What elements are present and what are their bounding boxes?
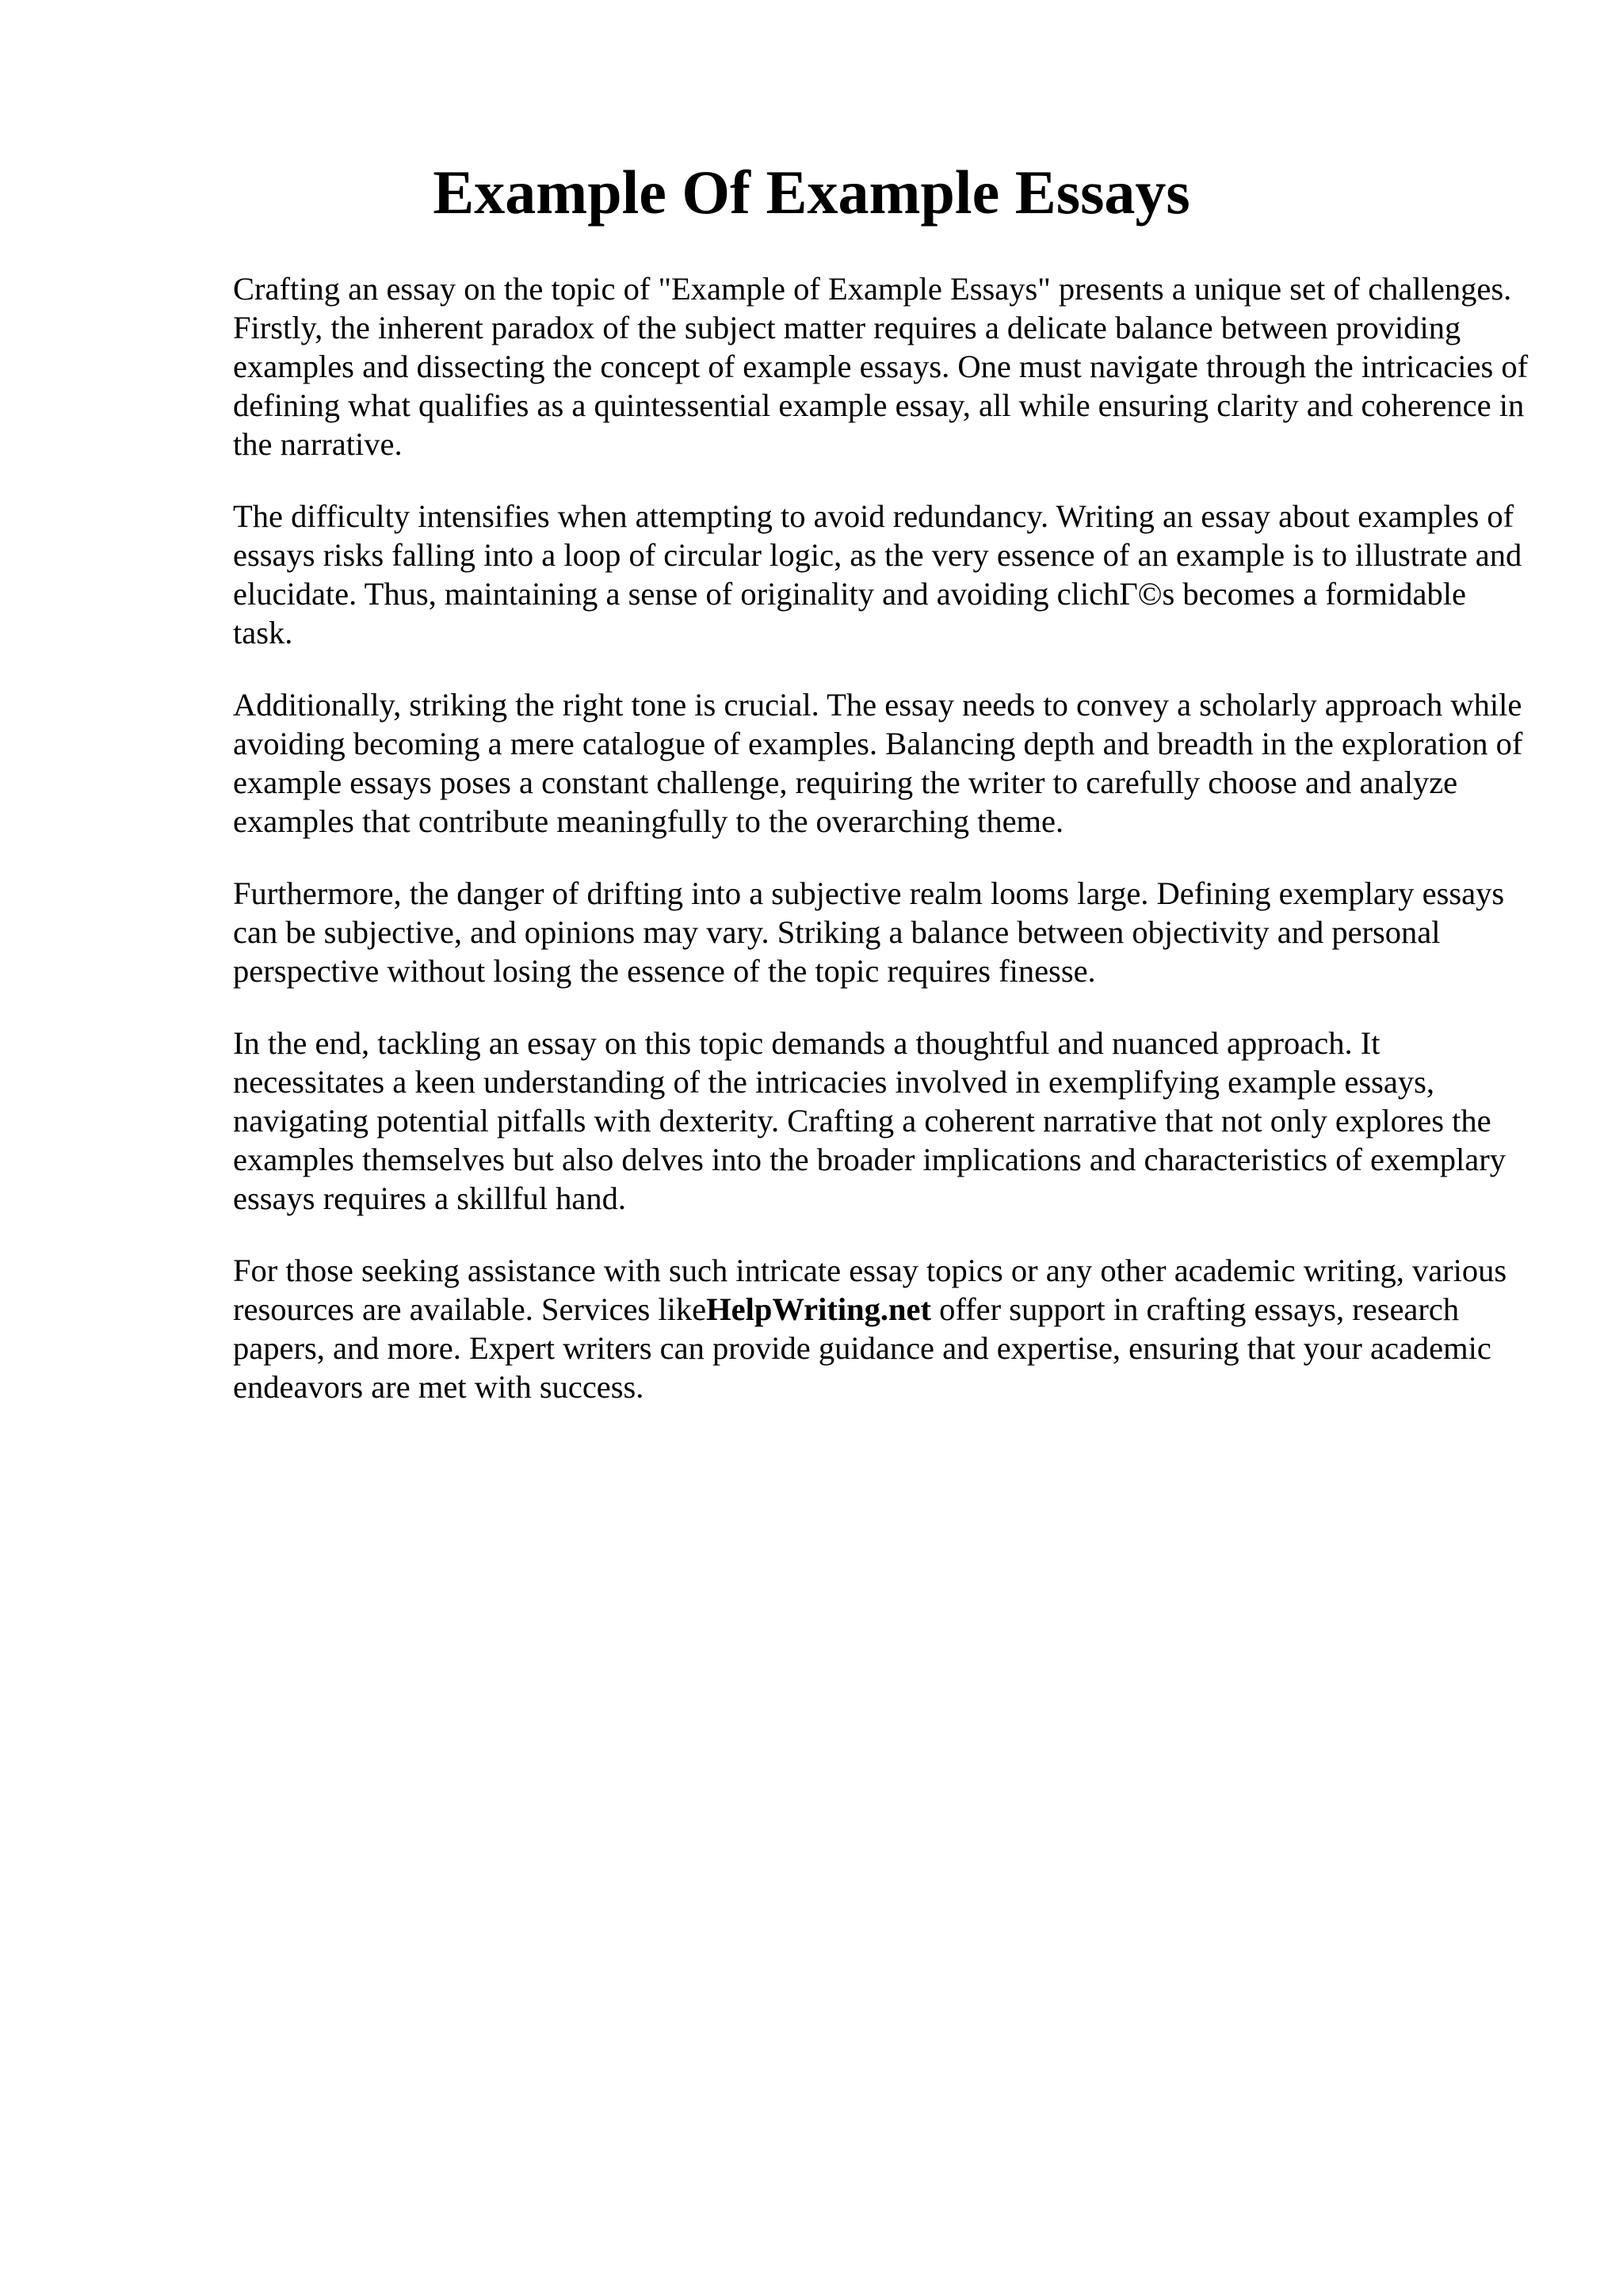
paragraph-3: Additionally, striking the right tone is crucial. The essay needs to convey a scholarly approach while avoiding becoming a mere catalogue of examples. Balancing depth and breadth in the exploration of example essays poses a constant challenge, requiring the writer to carefully choose and analyze examples that contribute meaningfully to the overarching theme. bbox=[233, 687, 1523, 839]
paragraph-6-lead-text: For those seeking assistance with such intricate essay topics or any other academic writing, various resources are available. Services like bbox=[233, 1253, 1507, 1327]
paragraph-5: In the end, tackling an essay on this topic demands a thoughtful and nuanced approach. It necessitates a keen understanding of the intricacies involved in exemplifying example essays, navigating potential pitfalls with dexterity. Crafting a coherent narrative that not only explores the examples themselves but also delves into the broader implications and characteristics of exemplary essays requires a skillful hand. bbox=[233, 1025, 1506, 1216]
paragraph-4: Furthermore, the danger of drifting into a subjective realm looms large. Defining exemplary essays can be subjective, and opinions may vary. Striking a balance between objectivity and personal perspective without losing the essence of the topic requires finesse. bbox=[233, 875, 1505, 989]
document-title: Example Of Example Essays bbox=[433, 158, 1190, 227]
document-body bbox=[233, 269, 1533, 1440]
paragraph-1: Crafting an essay on the topic of "Example of Example Essays" presents a unique set of challenges. Firstly, the inherent paradox of the subject matter requires a delicate balance between providing examples and dissecting the concept of example essays. One must navigate through the intricacies of defining what qualifies as a quintessential example essay, all while ensuring clarity and coherence in the narrative. bbox=[233, 271, 1529, 462]
paragraph-6 bbox=[233, 1251, 1533, 1406]
service-name: HelpWriting.net bbox=[706, 1291, 931, 1327]
paragraph-2: The difficulty intensifies when attempting to avoid redundancy. Writing an essay about examples of essays risks falling into a loop of circular logic, as the very essence of an example is to illustrate and elucidate. Thus, maintaining a sense of originality and avoiding clichΓ©s becomes a formidable task. bbox=[233, 498, 1522, 650]
paragraph-6-trailing-text: offer support in crafting essays, research papers, and more. Expert writers can provide guidance and expertise, ensuring that your academic endeavors are met with success. bbox=[233, 1291, 1491, 1405]
